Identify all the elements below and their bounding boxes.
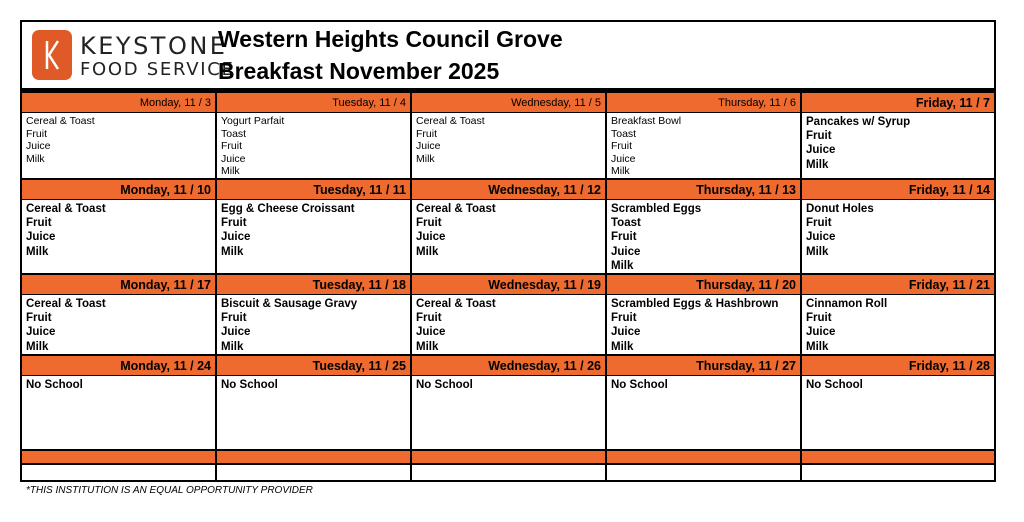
empty-menu-cell (802, 465, 994, 481)
keystone-logo-icon (32, 30, 72, 80)
menu-item: Fruit (611, 231, 637, 244)
day-menu-cell (217, 376, 412, 451)
day-menu-cell (802, 113, 994, 180)
menu-item: Toast (611, 127, 637, 140)
menu-item: Fruit (221, 312, 247, 325)
menu-item: No School (416, 379, 473, 391)
menu-item: Milk (416, 340, 439, 353)
week-header-row (22, 356, 994, 376)
day-menu-cell (217, 295, 412, 356)
day-header: Tuesday, 11 / 25 (217, 356, 412, 376)
empty-header-cell (607, 451, 802, 465)
menu-calendar (20, 20, 996, 482)
menu-item: Juice (806, 144, 836, 157)
day-header: Friday, 11 / 7 (802, 93, 994, 113)
menu-item: Cereal & Toast (26, 203, 106, 215)
day-header: Monday, 11 / 24 (22, 356, 217, 376)
menu-item: Juice (26, 140, 51, 153)
day-header: Friday, 11 / 21 (802, 275, 994, 295)
day-menu-cell (22, 376, 217, 451)
week-header-row (22, 93, 994, 113)
day-header: Monday, 11 / 17 (22, 275, 217, 295)
day-menu-cell (217, 113, 412, 180)
menu-item: Cinnamon Roll (806, 298, 888, 310)
menu-item: Fruit (611, 140, 632, 153)
empty-menu-cell (217, 465, 412, 481)
menu-item: Fruit (806, 312, 832, 325)
menu-item: Juice (221, 326, 251, 339)
day-menu-cell (607, 200, 802, 275)
day-header: Thursday, 11 / 20 (607, 275, 802, 295)
menu-item: Juice (416, 231, 446, 244)
day-menu-cell (607, 295, 802, 356)
menu-item: Cereal & Toast (416, 115, 485, 127)
menu-item: Scrambled Eggs & Hashbrown (611, 298, 779, 310)
menu-item: Fruit (416, 217, 442, 230)
menu-item: Milk (806, 245, 829, 258)
menu-item: Fruit (611, 312, 637, 325)
week-header-row (22, 275, 994, 295)
day-header: Friday, 11 / 28 (802, 356, 994, 376)
menu-item: Cereal & Toast (26, 298, 106, 310)
logo-wordmark-top: KEYSTONE (80, 32, 228, 60)
menu-item: Cereal & Toast (416, 298, 496, 310)
day-menu-cell (22, 295, 217, 356)
menu-item: Pancakes w/ Syrup (806, 116, 911, 128)
day-menu-cell (22, 113, 217, 180)
week-menu-row (22, 376, 994, 451)
menu-item: Fruit (221, 217, 247, 230)
equal-opportunity-footnote: *THIS INSTITUTION IS AN EQUAL OPPORTUNITY PROVIDER (26, 485, 313, 496)
day-header: Wednesday, 11 / 12 (412, 180, 607, 200)
menu-item: Juice (611, 326, 641, 339)
menu-item: Milk (611, 259, 634, 272)
header (22, 22, 994, 88)
day-header: Thursday, 11 / 13 (607, 180, 802, 200)
menu-item: Juice (416, 140, 441, 153)
menu-item: Juice (416, 326, 446, 339)
menu-item: Milk (611, 340, 634, 353)
empty-header-row (22, 451, 994, 465)
day-menu-cell (217, 200, 412, 275)
menu-item: Milk (611, 165, 630, 178)
week-menu-row (22, 200, 994, 275)
menu-item: Fruit (806, 130, 832, 143)
menu-item: Milk (221, 340, 244, 353)
day-menu-cell (412, 295, 607, 356)
menu-item: Toast (221, 127, 247, 140)
menu-item: Fruit (26, 127, 47, 140)
week-menu-row (22, 295, 994, 356)
day-header: Wednesday, 11 / 26 (412, 356, 607, 376)
menu-item: Juice (806, 231, 836, 244)
empty-header-cell (22, 451, 217, 465)
menu-item: Donut Holes (806, 203, 874, 215)
menu-item: Milk (221, 165, 240, 178)
menu-item: Fruit (26, 312, 52, 325)
logo-wordmark-bottom: FOOD SERVICE (80, 59, 235, 80)
day-menu-cell (412, 200, 607, 275)
day-menu-cell (607, 376, 802, 451)
menu-item: Toast (611, 217, 641, 230)
menu-item: No School (611, 379, 668, 391)
day-menu-cell (412, 113, 607, 180)
day-header: Tuesday, 11 / 4 (217, 93, 412, 113)
menu-item: Yogurt Parfait (221, 115, 285, 127)
menu-item: Fruit (416, 127, 437, 140)
day-menu-cell (22, 200, 217, 275)
empty-menu-row (22, 465, 994, 481)
menu-subtitle: Breakfast November 2025 (218, 58, 500, 84)
menu-item: Milk (416, 245, 439, 258)
menu-item: Milk (26, 245, 49, 258)
menu-grid (22, 93, 994, 481)
menu-item: No School (806, 379, 863, 391)
menu-item: Cereal & Toast (26, 115, 95, 127)
menu-item: Milk (26, 152, 45, 165)
day-menu-cell (802, 200, 994, 275)
menu-item: Scrambled Eggs (611, 203, 702, 215)
day-header: Monday, 11 / 3 (22, 93, 217, 113)
menu-item: Breakfast Bowl (611, 115, 682, 127)
menu-item: Milk (221, 245, 244, 258)
day-header: Wednesday, 11 / 5 (412, 93, 607, 113)
menu-item: Juice (806, 326, 836, 339)
menu-item: Juice (221, 152, 246, 165)
menu-item: Juice (611, 152, 636, 165)
menu-item: Fruit (416, 312, 442, 325)
menu-item: Milk (416, 152, 435, 165)
empty-menu-cell (607, 465, 802, 481)
day-menu-cell (802, 295, 994, 356)
menu-item: Milk (806, 158, 829, 171)
day-header: Wednesday, 11 / 19 (412, 275, 607, 295)
menu-item: Biscuit & Sausage Gravy (221, 298, 358, 310)
menu-item: Cereal & Toast (416, 203, 496, 215)
empty-header-cell (802, 451, 994, 465)
day-menu-cell (607, 113, 802, 180)
empty-menu-cell (412, 465, 607, 481)
menu-item: Juice (26, 231, 56, 244)
menu-item: Egg & Cheese Croissant (221, 203, 355, 215)
day-header: Thursday, 11 / 6 (607, 93, 802, 113)
menu-title: Western Heights Council Grove (218, 26, 563, 52)
menu-item: Milk (26, 340, 49, 353)
menu-item: Juice (611, 245, 641, 258)
day-menu-cell (802, 376, 994, 451)
menu-item: Fruit (221, 140, 242, 153)
empty-header-cell (412, 451, 607, 465)
menu-item: No School (221, 379, 278, 391)
day-header: Monday, 11 / 10 (22, 180, 217, 200)
menu-item: Juice (26, 326, 56, 339)
day-menu-cell (412, 376, 607, 451)
empty-header-cell (217, 451, 412, 465)
menu-item: Fruit (806, 217, 832, 230)
week-menu-row (22, 113, 994, 180)
empty-menu-cell (22, 465, 217, 481)
day-header: Tuesday, 11 / 11 (217, 180, 412, 200)
week-header-row (22, 180, 994, 200)
day-header: Friday, 11 / 14 (802, 180, 994, 200)
menu-item: Milk (806, 340, 829, 353)
menu-item: Juice (221, 231, 251, 244)
menu-item: Fruit (26, 217, 52, 230)
day-header: Thursday, 11 / 27 (607, 356, 802, 376)
menu-item: No School (26, 379, 83, 391)
day-header: Tuesday, 11 / 18 (217, 275, 412, 295)
